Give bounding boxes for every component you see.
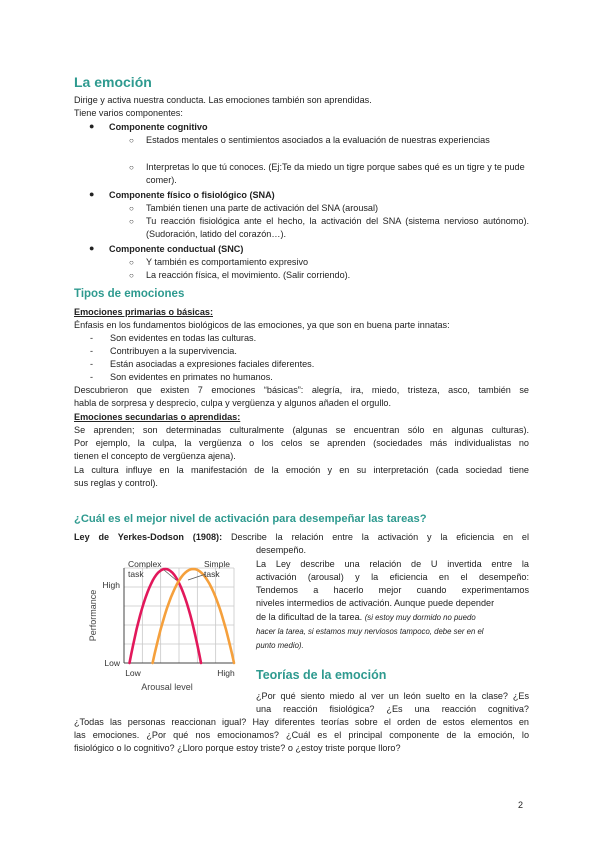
bullet-dot: ● xyxy=(89,243,95,253)
y-axis-label: Performance xyxy=(88,589,98,642)
bullet-dot: ● xyxy=(89,189,95,199)
secundarias-text: tienen el concepto de vergüenza ajena). xyxy=(74,451,236,461)
annotation-label: task xyxy=(204,569,220,579)
teorias-text: las emociones. ¿Por qué nos emocionamos? ¿Cuál es el principal componente de la emoción, lo xyxy=(74,730,529,740)
primarias-item: Están asociadas a expresiones faciales diferentes. xyxy=(110,359,315,369)
annotation-label: task xyxy=(128,569,144,579)
primarias-heading: Emociones primarias o básicas: xyxy=(74,307,213,317)
secundarias-heading: Emociones secundarias o aprendidas: xyxy=(74,412,241,422)
yd-italic: (si estoy muy dormido no puedo xyxy=(364,613,476,622)
bullet-dot: ● xyxy=(89,121,95,131)
yd-paragraph: de la dificultad de la tarea. xyxy=(256,612,363,622)
sub-bullet: ○ xyxy=(129,163,134,172)
sub-bullet: ○ xyxy=(129,258,134,267)
intro-line-1: Dirige y activa nuestra conducta. Las emociones también son aprendidas. xyxy=(74,95,372,105)
chart-series xyxy=(130,569,235,663)
component-item: Interpretas lo que tú conoces. (Ej:Te da miedo un tigre porque sabes qué es un tigre y te pude comer). xyxy=(146,162,525,186)
law-text-cont: desempeño. xyxy=(256,545,307,555)
law-name: Ley de Yerkes-Dodson (1908): xyxy=(74,532,223,542)
annotation-label: Complex xyxy=(128,559,162,569)
yd-paragraph: niveles intermedios de activación. Aunque puede depender xyxy=(256,598,495,608)
law-text: Describe la relación entre la activación y la eficiencia en el xyxy=(230,532,529,542)
secundarias-text: Por ejemplo, la culpa, la vergüenza o los celos se aprenden (sociedades más individualistas no xyxy=(74,438,529,448)
law-line xyxy=(74,531,529,544)
component-item: Estados mentales o sentimientos asociados a la evaluación de nuestras experiencias xyxy=(146,135,490,145)
yd-paragraph: activación (arousal) y la eficiencia en el desempeño: xyxy=(256,572,529,582)
sub-bullet: ○ xyxy=(129,217,134,226)
section-heading-activacion: ¿Cuál es el mejor nivel de activación para desempeñar las tareas? xyxy=(74,513,427,525)
intro-line-2: Tiene varios componentes: xyxy=(74,108,183,118)
component-item: Y también es comportamiento expresivo xyxy=(146,257,309,267)
page-title: La emoción xyxy=(74,74,152,90)
series-line-simple xyxy=(153,569,234,663)
component-fisiologico: Componente físico o fisiológico (SNA) xyxy=(109,190,275,200)
dash-bullet: - xyxy=(90,333,94,343)
component-item: Tu reacción fisiológica ante el hecho, la activación del SNA (sistema nervioso autónomo). (Sudoración, latido del corazón…). xyxy=(146,216,529,240)
x-tick-label: Low xyxy=(125,668,141,678)
primarias-intro: Énfasis en los fundamentos biológicos de las emociones, ya que son en buena parte innatas: xyxy=(74,320,450,330)
x-tick-label: High xyxy=(217,668,235,678)
component-conductual: Componente conductual (SNC) xyxy=(109,244,244,254)
yd-italic: hacer la tarea, si estamos muy nerviosos tampoco, debe ser en el xyxy=(256,627,484,636)
teorias-text: una reacción fisiológica? ¿Es una reacción cognitiva? xyxy=(256,704,529,714)
page-number: 2 xyxy=(518,800,524,810)
section-heading-tipos: Tipos de emociones xyxy=(74,288,185,300)
sub-bullet: ○ xyxy=(129,271,134,280)
primarias-outro: habla de sorpresa y desprecio, culpa y vergüenza y algunos añaden el orgullo. xyxy=(74,398,391,408)
x-axis-label: Arousal level xyxy=(141,682,193,692)
sub-bullet: ○ xyxy=(129,204,134,213)
dash-bullet: - xyxy=(90,359,94,369)
section-heading-teorias: Teorías de la emoción xyxy=(256,668,387,682)
dash-bullet: - xyxy=(90,372,94,382)
primarias-item: Son evidentes en primates no humanos. xyxy=(110,372,273,382)
primarias-outro: Descubrieron que existen 7 emociones “básicas”: alegría, ira, miedo, tristeza, asco, también se xyxy=(74,385,529,395)
yd-paragraph: Tendemos a hacerlo mejor cuando experimentamos xyxy=(256,585,529,595)
secundarias-text: Se aprenden; son determinadas culturalmente (algunas se encuentran sólo en algunas culturas). xyxy=(74,425,529,435)
primarias-item: Contribuyen a la supervivencia. xyxy=(110,346,237,356)
primarias-item: Son evidentes en todas las culturas. xyxy=(110,333,257,343)
secundarias-text: sus reglas y control). xyxy=(74,478,158,488)
yd-paragraph: La Ley describe una relación de U invertida entre la xyxy=(256,559,529,569)
teorias-text: fisiológico o lo cognitivo? ¿Lloro porque estoy triste? o ¿estoy triste porque lloro? xyxy=(74,743,401,753)
teorias-text: ¿Por qué siento miedo al ver un león suelto en la clase? ¿Es xyxy=(256,691,529,701)
secundarias-text: La cultura influye en la manifestación de la emoción y en su interpretación (cada sociedad tiene xyxy=(74,465,529,475)
component-cognitivo: Componente cognitivo xyxy=(109,122,208,132)
component-item: También tienen una parte de activación del SNA (arousal) xyxy=(146,203,379,213)
dash-bullet: - xyxy=(90,346,94,356)
y-tick-label: High xyxy=(102,580,120,590)
annotation-label: Simple xyxy=(204,559,230,569)
yd-paragraph-line xyxy=(256,611,529,624)
yd-italic: punto medio). xyxy=(256,641,304,650)
component-item: La reacción física, el movimiento. (Salir corriendo). xyxy=(146,270,351,280)
sub-bullet: ○ xyxy=(129,136,134,145)
y-tick-label: Low xyxy=(104,658,120,668)
teorias-text: ¿Todas las personas reaccionan igual? Hay diferentes teorías sobre el orden de estos elementos en xyxy=(74,717,529,727)
yerkes-dodson-chart xyxy=(82,553,252,698)
